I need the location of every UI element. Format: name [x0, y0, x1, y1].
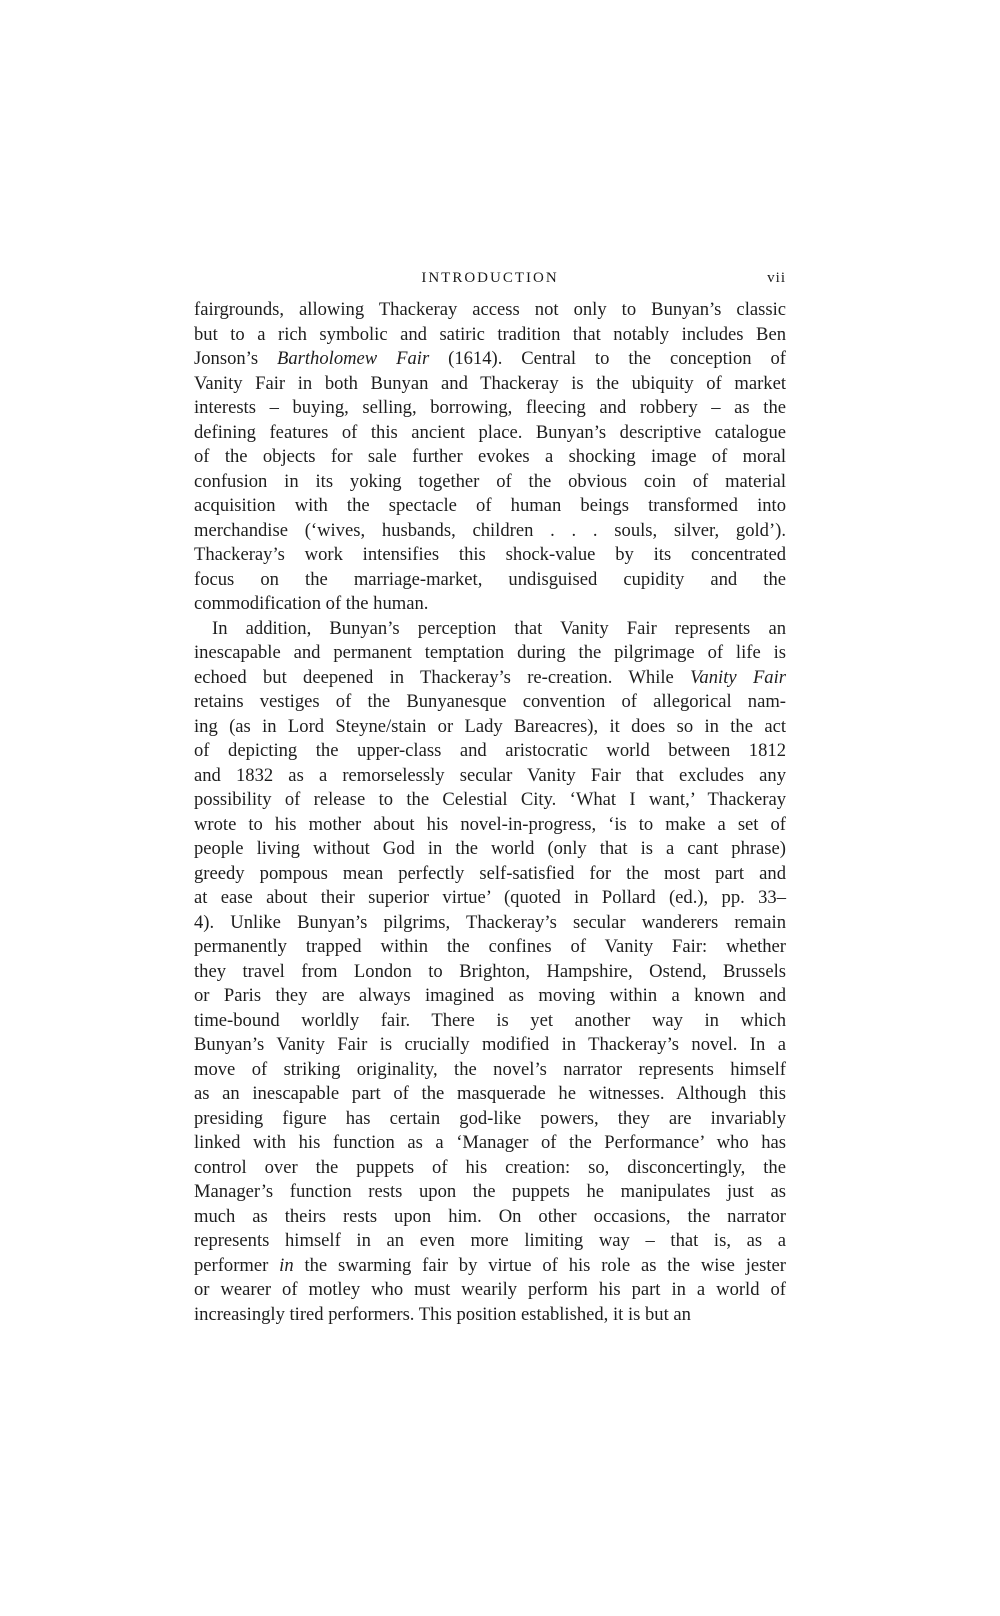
text-line — [194, 788, 786, 813]
text-segment: they travel from London to Brighton, Hampshire, Ostend, Brussels — [194, 960, 786, 982]
text-line — [194, 960, 786, 985]
text-segment: Vanity Fair in both Bunyan and Thackeray is the ubiquity of market — [194, 372, 786, 394]
italic-title: Bartholomew Fair — [277, 348, 430, 369]
text-segment: the swarming fair by virtue of his role as the wise jester — [293, 1254, 786, 1276]
text-segment: defining features of this ancient place. Bunyan’s descriptive catalogue — [194, 421, 786, 443]
text-line — [194, 1303, 786, 1328]
text-line — [194, 543, 786, 568]
body-text — [194, 298, 786, 1327]
text-segment: interests – buying, selling, borrowing, fleecing and robbery – as the — [194, 397, 786, 418]
italic-title: Vanity Fair — [690, 666, 786, 688]
text-segment: permanently trapped within the confines of Vanity Fair: whether — [194, 936, 786, 957]
text-line — [194, 862, 786, 887]
text-line — [194, 1254, 786, 1279]
text-segment: Bunyan’s Vanity Fair is crucially modified in Thackeray’s novel. In a — [194, 1034, 786, 1055]
text-segment: wrote to his mother about his novel-in-progress, ‘is to make a set of — [194, 813, 786, 835]
text-line — [194, 396, 786, 421]
text-segment: (1614). Central to the conception of — [429, 348, 786, 369]
text-line — [194, 764, 786, 789]
text-line — [194, 666, 786, 691]
text-line — [194, 592, 786, 617]
text-segment: but to a rich symbolic and satiric tradition that notably includes Ben — [194, 323, 786, 345]
text-segment: greedy pompous mean perfectly self-satisfied for the most part and — [194, 862, 786, 884]
text-segment: presiding figure has certain god-like powers, they are invariably — [194, 1107, 786, 1129]
text-segment: confusion in its yoking together of the obvious coin of material — [194, 470, 786, 492]
text-segment: fairgrounds, allowing Thackeray access not only to Bunyan’s classic — [194, 299, 786, 320]
text-segment: merchandise (‘wives, husbands, children . . . souls, silver, gold’). — [194, 519, 786, 541]
text-line — [194, 813, 786, 838]
text-segment: echoed but deepened in Thackeray’s re-creation. While — [194, 666, 691, 688]
text-segment: represents himself in an even more limiting way – that is, as a — [194, 1230, 786, 1251]
text-segment: Manager’s function rests upon the puppets he manipulates just as — [194, 1181, 786, 1202]
text-segment: control over the puppets of his creation: so, disconcertingly, the — [194, 1156, 786, 1178]
text-segment: and 1832 as a remorselessly secular Vanity Fair that excludes any — [194, 764, 786, 786]
text-segment: increasingly tired performers. This position established, it is but an — [194, 1303, 691, 1325]
text-line — [194, 519, 786, 544]
text-line — [194, 1107, 786, 1132]
text-line — [194, 886, 786, 911]
text-segment: much as theirs rests upon him. On other occasions, the narrator — [194, 1205, 786, 1227]
text-segment: or wearer of motley who must wearily perform his part in a world of — [194, 1279, 786, 1300]
text-segment: of the objects for sale further evokes a shocking image of moral — [194, 446, 786, 467]
text-line — [194, 1180, 786, 1205]
text-line — [194, 298, 786, 323]
text-line — [194, 1156, 786, 1181]
text-line — [194, 421, 786, 446]
text-line — [194, 739, 786, 764]
text-line — [194, 1278, 786, 1303]
text-line — [194, 494, 786, 519]
text-line — [194, 372, 786, 397]
paragraph — [194, 298, 786, 617]
text-segment: at ease about their superior virtue’ (quoted in Pollard (ed.), pp. 33– — [194, 887, 786, 908]
text-line — [194, 690, 786, 715]
paragraph — [194, 617, 786, 1328]
text-line — [194, 445, 786, 470]
text-segment: possibility of release to the Celestial City. ‘What I want,’ Thackeray — [194, 789, 786, 810]
text-line — [194, 1205, 786, 1230]
text-line — [194, 470, 786, 495]
text-line — [194, 617, 786, 642]
text-line — [194, 568, 786, 593]
text-segment: Jonson’s — [194, 348, 277, 369]
text-segment: time-bound worldly fair. There is yet another way in which — [194, 1009, 786, 1031]
text-segment: retains vestiges of the Bunyanesque convention of allegorical nam- — [194, 691, 786, 712]
italic-title: in — [279, 1254, 294, 1276]
text-segment: 4). Unlike Bunyan’s pilgrims, Thackeray’s secular wanderers remain — [194, 911, 786, 933]
text-line — [194, 911, 786, 936]
text-segment: linked with his function as a ‘Manager of the Performance’ who has — [194, 1132, 786, 1153]
text-segment: performer — [194, 1254, 280, 1276]
text-segment: as an inescapable part of the masquerade he witnesses. Although this — [194, 1083, 786, 1104]
text-segment: or Paris they are always imagined as moving within a known and — [194, 985, 786, 1006]
text-segment: In addition, Bunyan’s perception that Vanity Fair represents an — [212, 617, 786, 639]
text-line — [194, 935, 786, 960]
running-title: INTRODUCTION — [421, 270, 559, 286]
text-line — [194, 323, 786, 348]
running-head — [194, 268, 786, 292]
text-line — [194, 1229, 786, 1254]
text-line — [194, 1131, 786, 1156]
text-line — [194, 715, 786, 740]
text-line — [194, 984, 786, 1009]
text-line — [194, 1009, 786, 1034]
text-segment: focus on the marriage-market, undisguised cupidity and the — [194, 568, 786, 590]
text-line — [194, 641, 786, 666]
text-line — [194, 837, 786, 862]
text-segment: acquisition with the spectacle of human beings transformed into — [194, 495, 786, 516]
text-line — [194, 1082, 786, 1107]
text-segment: move of striking originality, the novel’s narrator represents himself — [194, 1058, 786, 1080]
text-line — [194, 1033, 786, 1058]
text-segment: ing (as in Lord Steyne/stain or Lady Bareacres), it does so in the act — [194, 715, 786, 737]
text-segment: people living without God in the world (only that is a cant phrase) — [194, 838, 786, 859]
text-segment: of depicting the upper-class and aristocratic world between 1812 — [194, 740, 786, 761]
text-segment: inescapable and permanent temptation during the pilgrimage of life is — [194, 642, 786, 663]
page-number: vii — [767, 270, 786, 286]
text-segment: Thackeray’s work intensifies this shock-value by its concentrated — [194, 544, 786, 565]
text-line — [194, 347, 786, 372]
text-segment: commodification of the human. — [194, 593, 429, 614]
text-line — [194, 1058, 786, 1083]
